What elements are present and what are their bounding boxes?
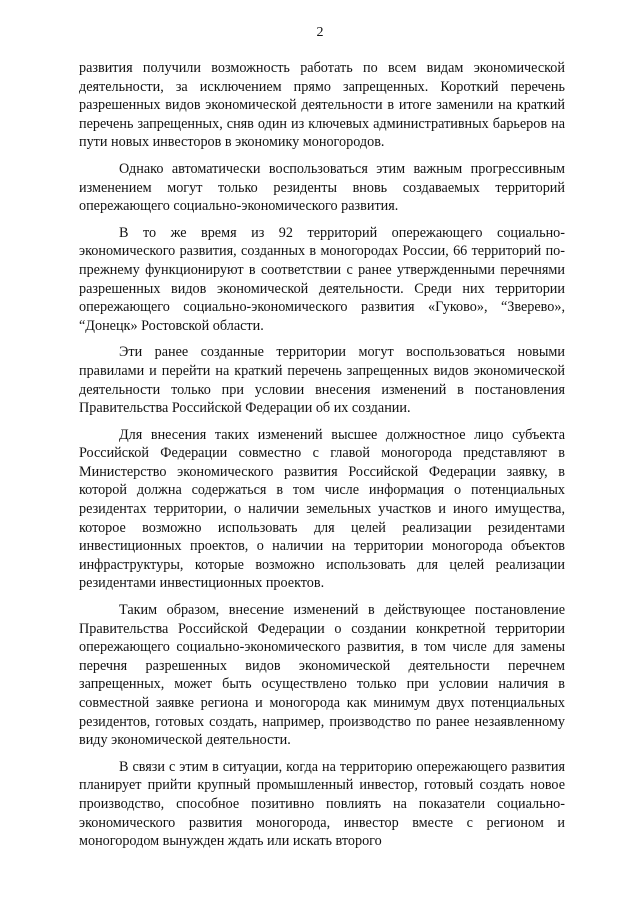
paragraph: Для внесения таких изменений высшее должностное лицо субъекта Российской Федерации совместно с главой моногорода представляют в Министерство экономического развития Российской Федерации заявку, в которой должна содержаться в том числе информация о потенциальных резидентах территории, о наличии земельных участков и иного имущества, которое возможно использовать для целей реализации резидентами инвестиционных проектов, о наличии на территории моногорода объектов инфраструктуры, которые возможно использовать для целей реализации резидентами инвестиционных проектов. (79, 426, 565, 592)
paragraph: Однако автоматически воспользоваться этим важным прогрессивным изменением могут только резиденты вновь создаваемых территорий опережающего социально-экономического развития. (79, 160, 565, 215)
paragraph: В то же время из 92 территорий опережающего социально-экономического развития, созданных в моногородах России, 66 территорий по-прежнему функционируют в соответствии с ранее утвержденными перечнями разрешенных видов экономической деятельности. Среди них территории опережающего социально-экономического развития «Гуково», “Зверево», “Донецк» Ростовской области. (79, 224, 565, 334)
paragraph: Эти ранее созданные территории могут воспользоваться новыми правилами и перейти на краткий перечень запрещенных видов экономической деятельности только при условии внесения изменений в постановления Правительства Российской Федерации об их создании. (79, 344, 565, 417)
page-number: 2 (316, 25, 324, 40)
paragraph-continuation: развития получили возможность работать по всем видам экономической деятельности, за исключением прямо запрещенных. Короткий перечень разрешенных видов экономической деятельности в итоге заменили на краткий перечень запрещенных, сняв один из ключевых административных барьеров на пути новых инвесторов в экономику моногородов. (79, 60, 565, 151)
paragraph: Таким образом, внесение изменений в действующее постановление Правительства Российской Федерации о создании конкретной территории опережающего социально-экономического развития, в том числе для замены перечня разрешенных видов экономической деятельности перечнем запрещенных, может быть осуществлено только при условии наличия в совместной заявке региона и моногорода как минимум двух потенциальных резидентов, готовых создать, например, производство по ранее незаявленному виду экономической деятельности. (79, 602, 565, 749)
body-text (79, 59, 565, 859)
paragraph: В связи с этим в ситуации, когда на территорию опережающего развития планирует прийти крупный промышленный инвестор, готовый создать новое производство, способное позитивно повлиять на показатели социально-экономического развития моногорода, инвестор вместе с регионом и моногородом вынужден ждать или искать второго (79, 758, 565, 850)
